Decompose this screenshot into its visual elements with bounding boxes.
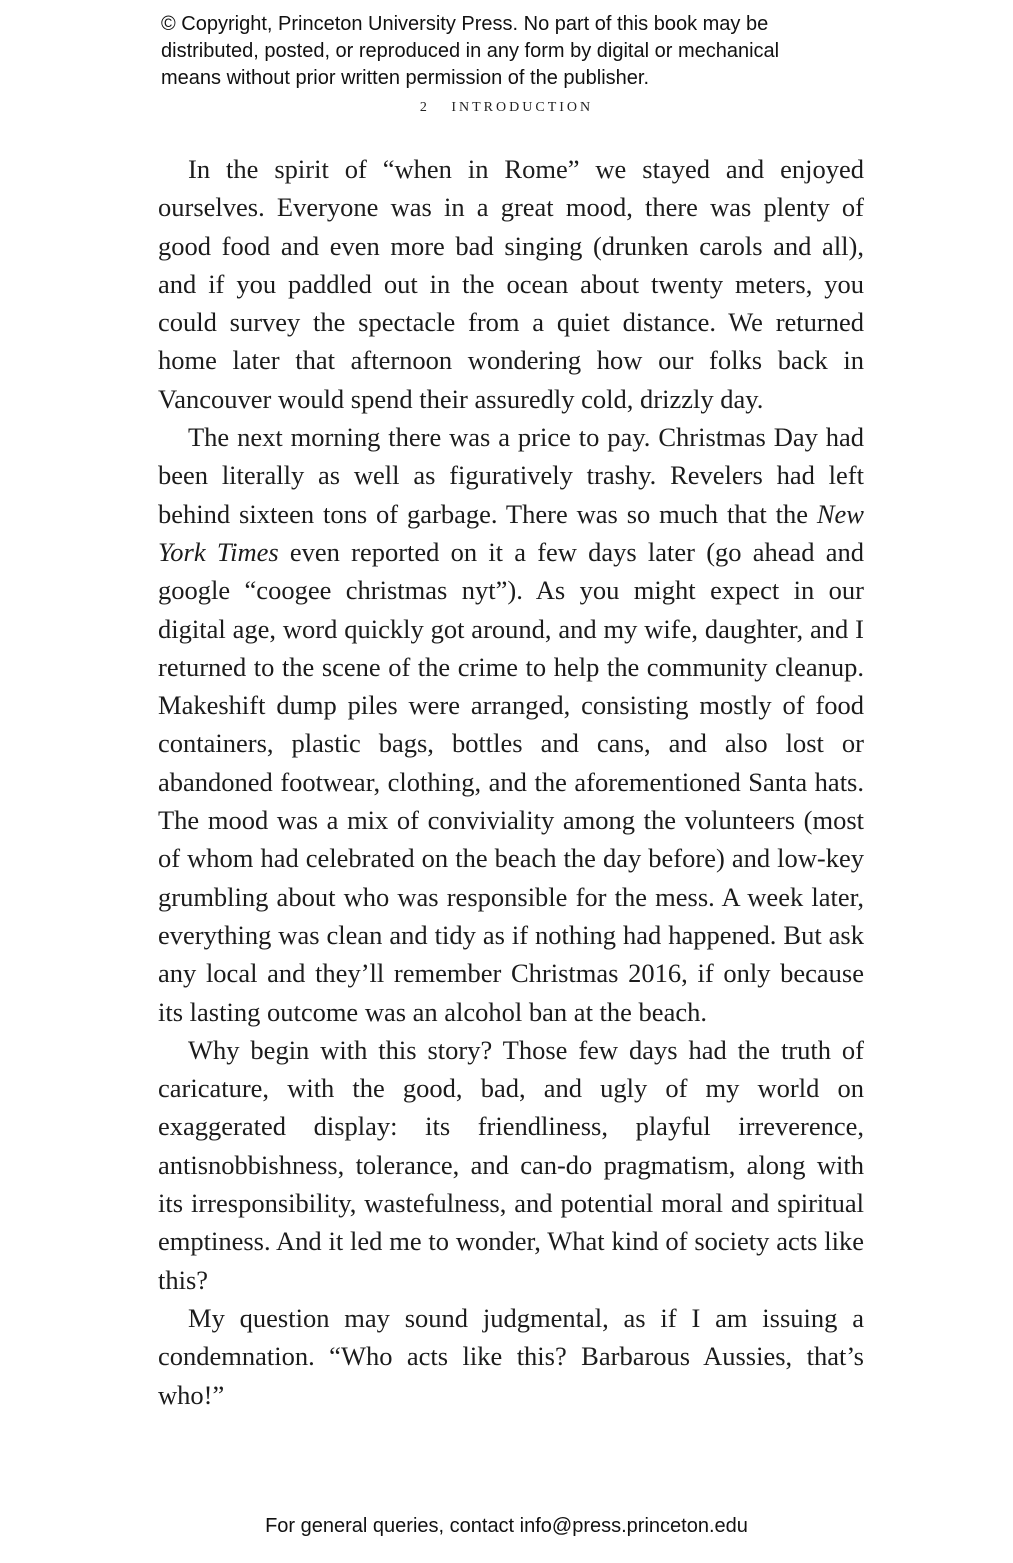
- copyright-notice: [161, 11, 881, 92]
- copyright-line: © Copyright, Princeton University Press. No part of this book may be: [161, 13, 769, 35]
- footer-contact: For general queries, contact info@press.princeton.edu: [265, 1515, 748, 1537]
- publication-title: New York Times: [158, 498, 864, 567]
- paragraph-text: The next morning there was a price to pay. Christmas Day had been literally as well as figuratively trashy. Revelers had left behind sixteen tons of garbage. There was so much that the: [158, 422, 864, 529]
- running-head: [0, 100, 1013, 116]
- copyright-line: distributed, posted, or reproduced in any form by digital or mechanical: [161, 40, 780, 62]
- paragraph: Why begin with this story? Those few days had the truth of caricature, with the good, bad, and ugly of my world on exaggerated display: its friendliness, playful irreverence, antisnobbishness, tolerance, and can-do pragmatism, along with its irresponsibility, wastefulness, and potential moral and spiritual emptiness. And it led me to wonder, What kind of society acts like this?: [158, 1034, 864, 1295]
- body-text: [158, 150, 864, 1414]
- paragraph-text: even reported on it a few days later (go ahead and google “coogee christmas nyt”). As you might expect in our digital age, word quickly got around, and my wife, daughter, and I returned to the scene of the crime to help the community cleanup. Makeshift dump piles were arranged, consisting mostly of food containers, plastic bags, bottles and cans, and also lost or abandoned footwear, clothing, and the aforementioned Santa hats. The mood was a mix of conviviality among the volunteers (most of whom had celebrated on the beach the day before) and low-key grumbling about who was responsible for the mess. A week later, everything was clean and tidy as if nothing had happened. But ask any local and they’ll remember Christmas 2016, if only because its lasting outcome was an alcohol ban at the beach.: [158, 536, 864, 1027]
- chapter-title: INTRODUCTION: [451, 100, 594, 115]
- copyright-line: means without prior written permission of the publisher.: [161, 67, 650, 89]
- page-number: 2: [419, 100, 427, 115]
- paragraph: In the spirit of “when in Rome” we stayed and enjoyed ourselves. Everyone was in a great mood, there was plenty of good food and even more bad singing (drunken carols and all), and if you paddled out in the ocean about twenty meters, you could survey the spectacle from a quiet distance. We returned home later that afternoon wondering how our folks back in Vancouver would spend their assuredly cold, drizzly day.: [158, 154, 864, 414]
- paragraph: [158, 418, 864, 1031]
- paragraph: My question may sound judgmental, as if I am issuing a condemnation. “Who acts like this? Barbarous Aussies, that’s who!”: [158, 1302, 864, 1410]
